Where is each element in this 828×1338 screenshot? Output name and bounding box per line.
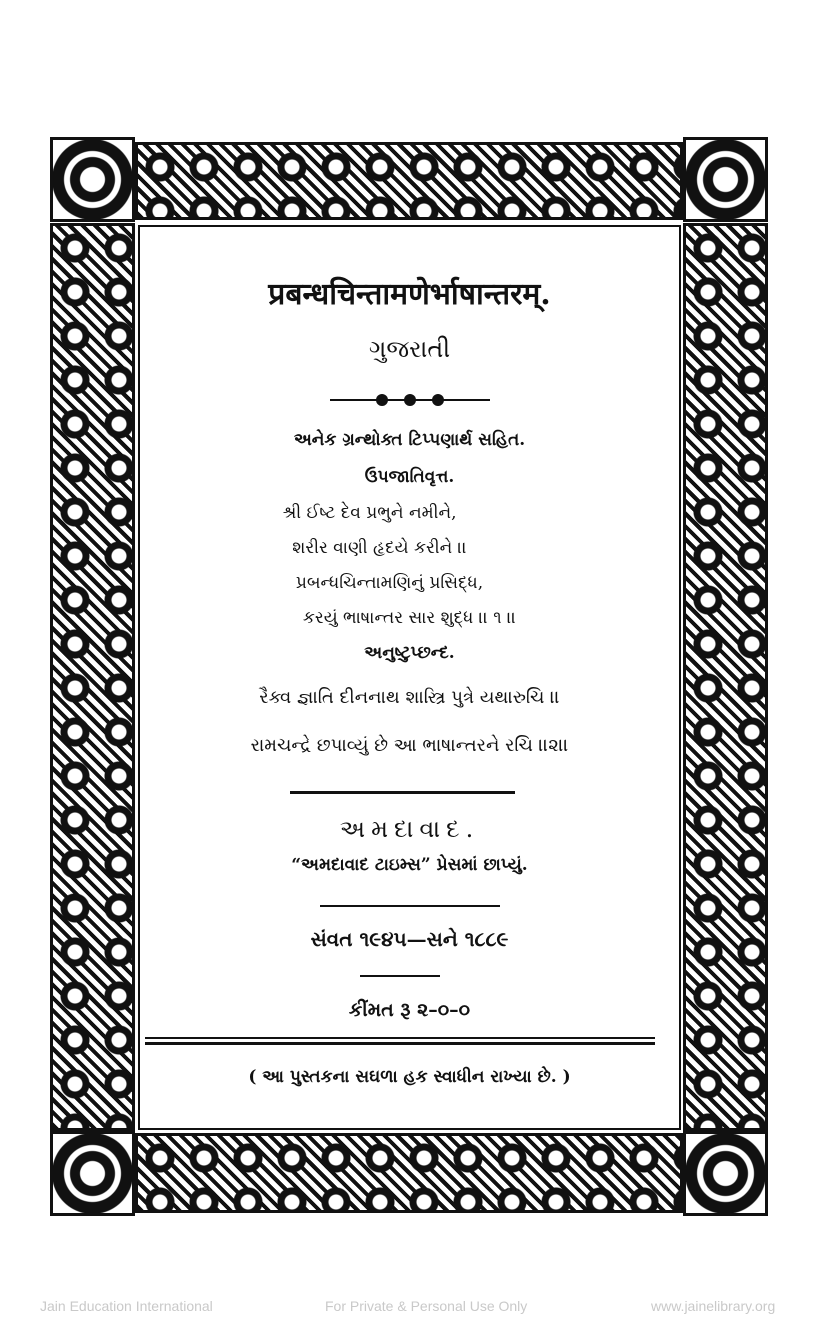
publication-date: સંવત ૧૯૪૫—સને ૧૮૮૯ <box>310 927 509 951</box>
corner-ornament <box>50 1131 135 1216</box>
book-title: प्रबन्धचिन्तामणेर्भाषान्तरम्. <box>268 277 551 312</box>
verse-line: રામચન્દ્રે છપાવ્યું છે આ ભાષાન્તરને રચિ ।।૨।। <box>250 735 569 756</box>
footer-link[interactable]: www.jainelibrary.org <box>651 1298 776 1314</box>
left-ornament-band <box>50 223 135 1131</box>
price: કીંમત રૂ ૨–૦–૦ <box>348 999 471 1021</box>
divider <box>290 791 515 794</box>
subtitle: અનેક ગ્રન્થોક્ત ટિપ્પણાર્થ સહિત. <box>293 430 526 450</box>
city: અમદાવાદ. <box>339 815 480 843</box>
language-label: ગુજરાતી <box>368 335 451 363</box>
corner-ornament <box>683 1131 768 1216</box>
right-ornament-band <box>683 223 768 1131</box>
divider-ornament <box>376 394 388 406</box>
footer-center: For Private & Personal Use Only <box>325 1298 528 1314</box>
verse-line: શરીર વાણી હૃદયે કરીને ।। <box>292 538 467 558</box>
verse-line: પ્રબન્ધચિન્તામણિનું પ્રસિદ્ધ, <box>295 573 484 593</box>
divider <box>360 975 440 977</box>
divider-ornament <box>404 394 416 406</box>
metre-label: અનુષ્ટુપ્છન્દ. <box>364 643 455 663</box>
footer-left: Jain Education International <box>40 1298 213 1314</box>
double-rule <box>145 1037 655 1039</box>
verse-line: શ્રી ઈષ્ટ દેવ પ્રભુને નમીને, <box>282 503 457 523</box>
verse-line: કરયું ભાષાન્તર સાર શુદ્ધ ।। ૧ ।। <box>302 608 517 628</box>
double-rule <box>145 1042 655 1045</box>
metre-label: ઉપજાતિવૃત્ત. <box>364 467 455 487</box>
corner-ornament <box>50 137 135 222</box>
top-ornament-band <box>135 142 683 220</box>
divider-ornament <box>432 394 444 406</box>
corner-ornament <box>683 137 768 222</box>
title-page-content <box>138 225 681 1130</box>
divider <box>320 905 500 907</box>
press-line: “અમદાવાદ ટાઇમ્સ” પ્રેસમાં છાપ્યું. <box>291 855 528 875</box>
bottom-ornament-band <box>135 1133 683 1213</box>
verse-line: રૈક્વ જ્ઞાતિ દીનનાથ શાસ્ત્રિ પુત્રે યથારુચિ ।। <box>259 687 560 708</box>
copyright-notice: ( આ પુસ્તકના સઘળા હક સ્વાધીન રાખ્યા છે. ) <box>248 1067 571 1087</box>
